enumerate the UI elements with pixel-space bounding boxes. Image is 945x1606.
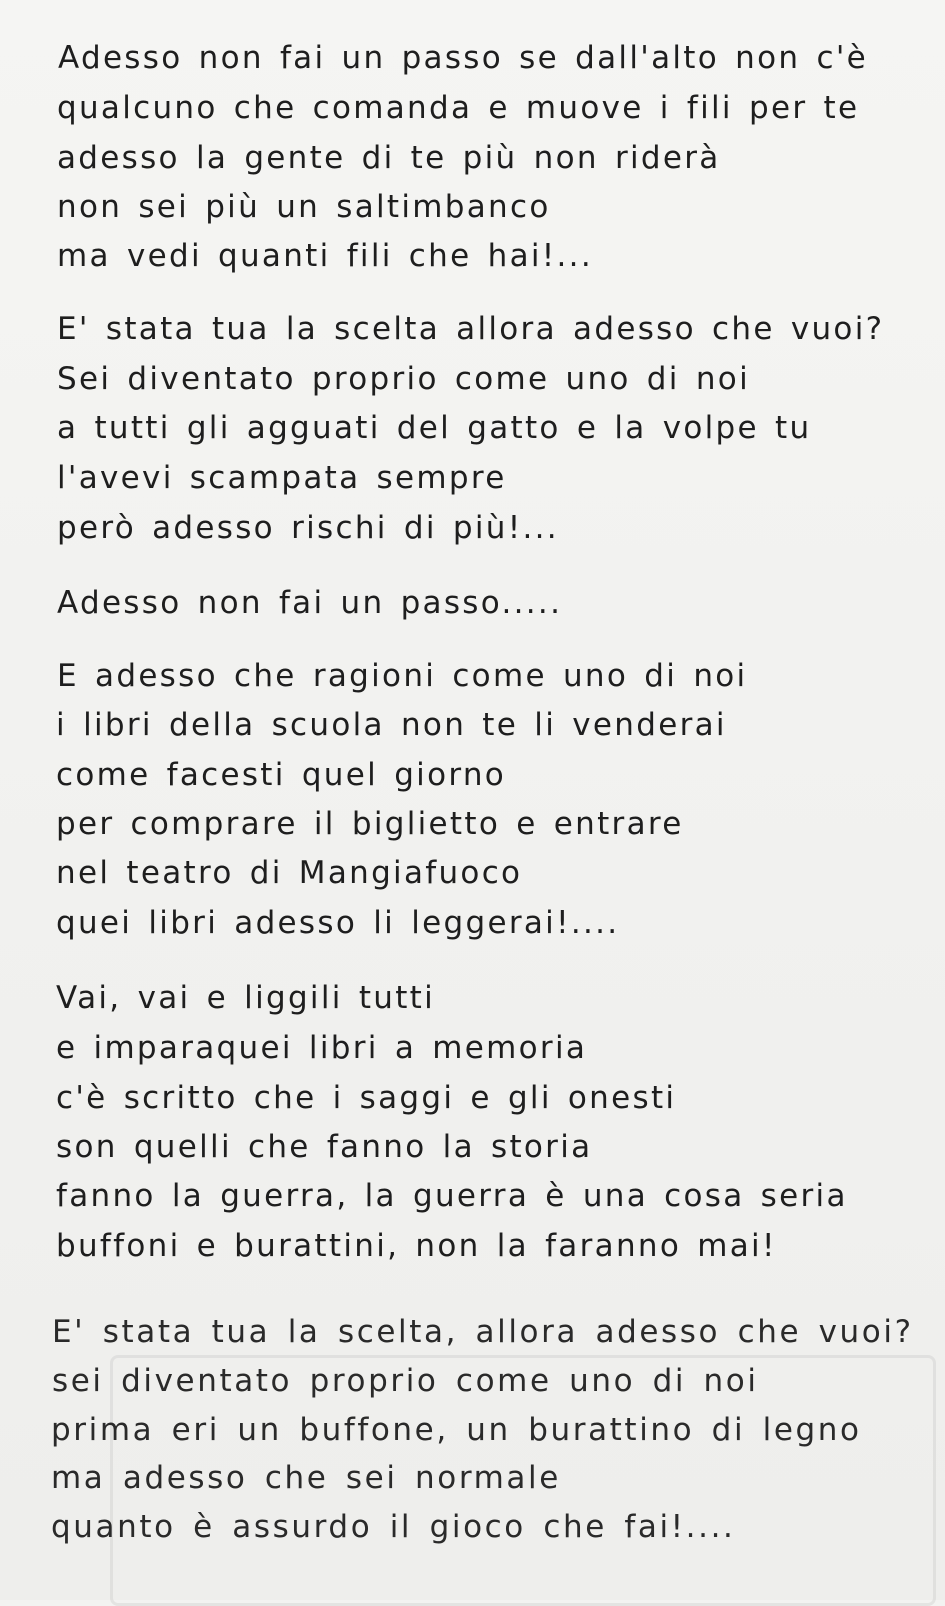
lyric-line: ma vedi quanti fili che hai!... — [57, 238, 593, 274]
lyric-line: non sei più un saltimbanco — [57, 189, 551, 225]
lyric-line: Adesso non fai un passo se dall'alto non c'è — [58, 40, 869, 76]
lyric-line: qualcuno che comanda e muove i fili per te — [57, 90, 860, 126]
lyric-line: son quelli che fanno la storia — [56, 1129, 593, 1165]
lyric-line: l'avevi scampata sempre — [57, 460, 507, 496]
lyric-line: nel teatro di Mangiafuoco — [56, 855, 523, 891]
lyric-line: a tutti gli agguati del gatto e la volpe tu — [57, 410, 812, 446]
lyric-line: Sei diventato proprio come uno di noi — [57, 361, 750, 397]
lyric-line: buffoni e burattini, non la faranno mai! — [56, 1228, 777, 1264]
lyric-line: però adesso rischi di più!... — [57, 510, 559, 546]
lyric-line: e imparaquei libri a memoria — [56, 1030, 588, 1066]
lyric-line: adesso la gente di te più non riderà — [57, 140, 721, 176]
lyric-line: c'è scritto che i saggi e gli onesti — [56, 1080, 677, 1116]
lyric-line: sei diventato proprio come uno di noi — [52, 1363, 759, 1399]
lyric-line: E' stata tua la scelta allora adesso che vuoi? — [57, 311, 885, 347]
lyric-line: quanto è assurdo il gioco che fai!.... — [51, 1509, 736, 1545]
lyric-line: quei libri adesso li leggerai!.... — [56, 905, 620, 941]
lyric-line: prima eri un buffone, un burattino di legno — [51, 1412, 862, 1448]
lyric-line: Adesso non fai un passo..... — [57, 585, 563, 621]
lyric-line: come facesti quel giorno — [56, 757, 507, 793]
lyric-line: E adesso che ragioni come uno di noi — [57, 658, 748, 694]
bleed-through-background — [495, 40, 945, 1199]
lyric-line: ma adesso che sei normale — [51, 1460, 561, 1496]
lyric-line: i libri della scuola non te li venderai — [56, 707, 727, 743]
lyric-line: fanno la guerra, la guerra è una cosa seria — [56, 1178, 848, 1214]
lyric-line: per comprare il biglietto e entrare — [56, 806, 684, 842]
lyric-line: E' stata tua la scelta, allora adesso che vuoi? — [52, 1314, 914, 1350]
lyric-line: Vai, vai e liggili tutti — [56, 980, 436, 1016]
